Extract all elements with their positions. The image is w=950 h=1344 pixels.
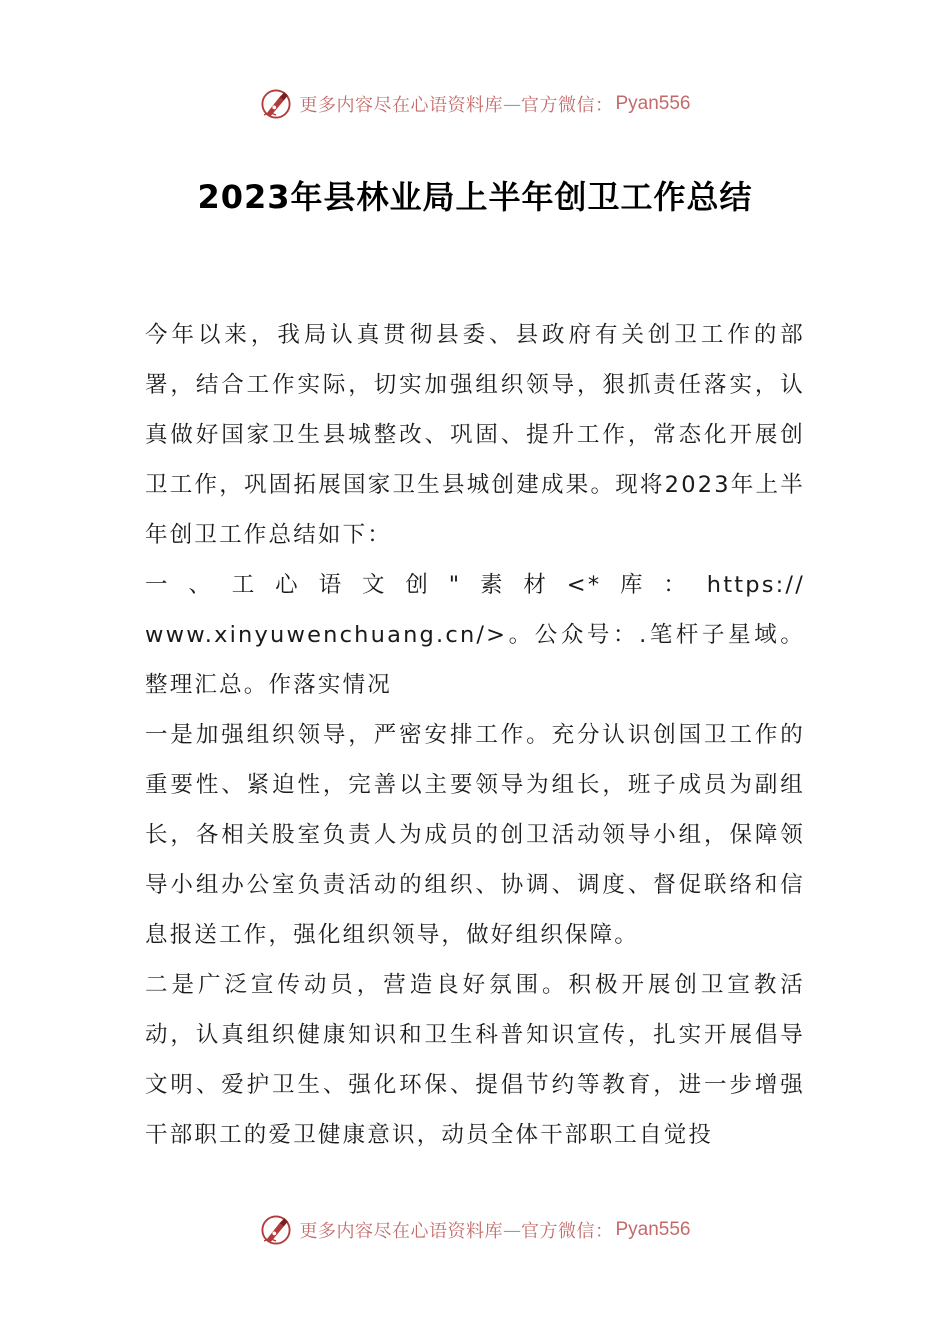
footer-contact-label: 官方微信：	[520, 1221, 614, 1242]
header-banner	[0, 84, 950, 124]
footer-banner	[0, 1210, 950, 1250]
footer-wechat-handle: Pyan556	[615, 1219, 691, 1240]
banner-slogan: 更多内容尽在心语资料库	[299, 95, 503, 116]
section-heading-line-2: www.xinyuwenchuang.cn/>。公众号：.笔杆子星域。整理汇总。作落实情况	[145, 622, 805, 698]
point-one-paragraph: 一是加强组织领导，严密安排工作。充分认识创国卫工作的重要性、紧迫性，完善以主要领导为组长，班子成员为副组长，各相关股室负责人为成员的创卫活动领导小组，保障领导小组办公室负责活动的组织、协调、调度、督促联络和信息报送工作，强化组织领导，做好组织保障。	[145, 722, 805, 948]
pen-nib-logo-icon	[259, 1213, 293, 1247]
banner-contact-label: 官方微信：	[520, 95, 614, 116]
intro-paragraph: 今年以来，我局认真贯彻县委、县政府有关创卫工作的部署，结合工作实际，切实加强组织领导，狠抓责任落实，认真做好国家卫生县城整改、巩固、提升工作，常态化开展创卫工作，巩固拓展国家卫生县城创建成果。现将2023年上半年创卫工作总结如下：	[145, 322, 805, 548]
pen-nib-logo-icon	[259, 87, 293, 121]
footer-slogan: 更多内容尽在心语资料库	[299, 1221, 503, 1242]
banner-separator: —	[502, 93, 521, 115]
banner-wechat-handle: Pyan556	[615, 93, 691, 114]
footer-separator: —	[502, 1219, 521, 1241]
document-title: 2023年县林业局上半年创卫工作总结	[197, 178, 753, 216]
document-body	[145, 310, 805, 1160]
point-two-paragraph: 二是广泛宣传动员，营造良好氛围。积极开展创卫宣教活动，认真组织健康知识和卫生科普知识宣传，扎实开展倡导文明、爱护卫生、强化环保、提倡节约等教育，进一步增强干部职工的爱卫健康意识，动员全体干部职工自觉投	[145, 972, 805, 1148]
section-heading-line-1: 一、工心语文创"素材<*库：https://	[145, 572, 805, 598]
